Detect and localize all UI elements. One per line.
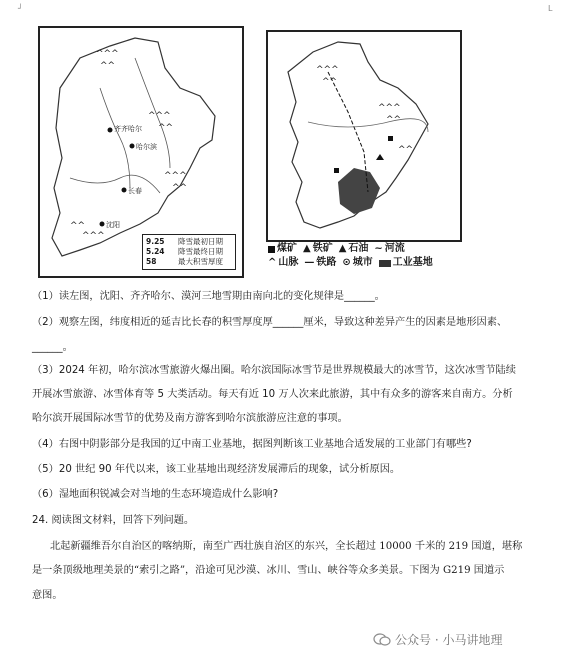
wechat-watermark bbox=[373, 631, 502, 648]
svg-text:^^^: ^^^ bbox=[164, 171, 187, 181]
snow-period-map bbox=[38, 26, 244, 278]
legend-code: 58 bbox=[146, 257, 157, 266]
legend-item-industry bbox=[379, 256, 433, 270]
question-6: （6）湿地面积锐减会对当地的生态环境造成什么影响? bbox=[32, 489, 279, 500]
legend-text: 煤矿 bbox=[277, 243, 297, 254]
legend-row bbox=[146, 237, 232, 247]
oil-icon: ▲ bbox=[338, 243, 347, 254]
legend-text: 最大积雪厚度 bbox=[178, 257, 223, 266]
page-corner-mark-right: L bbox=[548, 4, 553, 13]
legend-text: 降雪最初日期 bbox=[178, 237, 223, 246]
question-24-paragraph-line-3: 意图。 bbox=[32, 590, 63, 601]
legend-row bbox=[268, 256, 468, 270]
svg-text:^^: ^^ bbox=[386, 115, 402, 125]
legend-text: 石油 bbox=[348, 243, 369, 254]
svg-text:^^^: ^^^ bbox=[96, 49, 119, 59]
legend-text: 城市 bbox=[352, 257, 373, 268]
left-map-legend bbox=[142, 234, 236, 270]
legend-text: 铁路 bbox=[316, 257, 337, 268]
legend-text: 工业基地 bbox=[392, 257, 433, 268]
city-label-qiqihar: 齐齐哈尔 bbox=[114, 125, 142, 133]
legend-item-oil bbox=[339, 242, 369, 256]
legend-item-coal bbox=[268, 242, 297, 256]
city-label-shenyang: 沈阳 bbox=[106, 221, 120, 229]
svg-text:^^^: ^^^ bbox=[378, 103, 401, 113]
question-3-line-3: 哈尔滨开展国际冰雪节的优势及南方游客到哈尔滨旅游应注意的事项。 bbox=[32, 413, 348, 424]
svg-text:^^^: ^^^ bbox=[82, 231, 105, 241]
city-icon: ⊙ bbox=[342, 257, 351, 268]
question-24-paragraph-line-1: 北起新疆维吾尔自治区的喀纳斯，南至广西壮族自治区的东兴，全长超过 10000 千米的 219 国道，堪称 bbox=[50, 541, 523, 552]
svg-text:^^: ^^ bbox=[158, 123, 174, 133]
legend-text: 铁矿 bbox=[312, 243, 333, 254]
legend-text: 山脉 bbox=[278, 257, 299, 268]
watermark-text: 公众号 · 小马讲地理 bbox=[395, 633, 503, 647]
legend-item-river bbox=[374, 242, 404, 256]
svg-text:^^: ^^ bbox=[322, 77, 338, 87]
question-4: （4）右图中阴影部分是我国的辽中南工业基地，据图判断该工业基地合适发展的工业部门有哪些? bbox=[32, 439, 472, 450]
question-24-paragraph-line-2: 是一条顶级地理美景的“索引之路”，沿途可见沙漠、冰川、雪山、峡谷等众多美景。下图为 G219 国道示 bbox=[32, 565, 505, 576]
legend-row bbox=[268, 242, 468, 256]
wechat-logo-icon bbox=[373, 633, 391, 647]
question-1: （1）读左图，沈阳、齐齐哈尔、漠河三地雪期由南向北的变化规律是______。 bbox=[32, 291, 385, 302]
city-label-harbin: 哈尔滨 bbox=[136, 143, 157, 151]
legend-row bbox=[146, 247, 232, 257]
legend-code: 5.24 bbox=[146, 247, 165, 256]
legend-row bbox=[146, 257, 232, 267]
svg-text:^^: ^^ bbox=[70, 221, 86, 231]
question-3-line-1: （3）2024 年初，哈尔滨冰雪旅游火爆出圈。哈尔滨国际冰雪节是世界规模最大的冰雪节，这次冰雪节陆续 bbox=[32, 365, 516, 376]
svg-text:^^: ^^ bbox=[398, 145, 414, 155]
question-3-line-2: 开展冰雪旅游、冰雪体育等 5 大类活动。每天有近 10 万人次来此旅游，其中有众多的游客来自南方。分析 bbox=[32, 389, 513, 400]
legend-item-city bbox=[342, 256, 372, 270]
right-map-legend bbox=[268, 242, 468, 270]
svg-text:^^: ^^ bbox=[100, 61, 116, 71]
railway-icon: — bbox=[304, 257, 315, 268]
page-corner-mark-left: ┘ bbox=[18, 4, 23, 13]
industrial-base-icon bbox=[379, 260, 391, 267]
svg-text:^^: ^^ bbox=[172, 183, 188, 193]
question-24-title: 24. 阅读图文材料，回答下列问题。 bbox=[32, 515, 195, 526]
legend-item-mountain bbox=[268, 256, 298, 270]
legend-item-iron bbox=[303, 242, 333, 256]
question-5: （5）20 世纪 90 年代以来，该工业基地出现经济发展滞后的现象，试分析原因。 bbox=[32, 464, 401, 475]
city-label-changchun: 长春 bbox=[128, 187, 142, 195]
legend-item-railway bbox=[304, 256, 336, 270]
question-2-line-1: （2）观察左图，纬度相近的延吉比长春的积雪厚度厚______厘米，导致这种差异产生的因素是地形因素、 bbox=[32, 317, 508, 328]
legend-text: 河流 bbox=[384, 243, 405, 254]
legend-code: 9.25 bbox=[146, 237, 165, 246]
coal-icon bbox=[268, 246, 275, 253]
liaozhongnan-map-drawing bbox=[268, 32, 460, 240]
industrial-base-map bbox=[266, 30, 462, 242]
mountain-icon: ^ bbox=[268, 257, 277, 268]
question-2-line-2: ______。 bbox=[32, 342, 73, 353]
river-icon: ~ bbox=[374, 243, 383, 254]
svg-text:^^^: ^^^ bbox=[148, 111, 171, 121]
iron-ore-icon: ▲ bbox=[303, 243, 311, 254]
svg-text:^^^: ^^^ bbox=[316, 65, 339, 75]
legend-text: 降雪最终日期 bbox=[178, 247, 223, 256]
